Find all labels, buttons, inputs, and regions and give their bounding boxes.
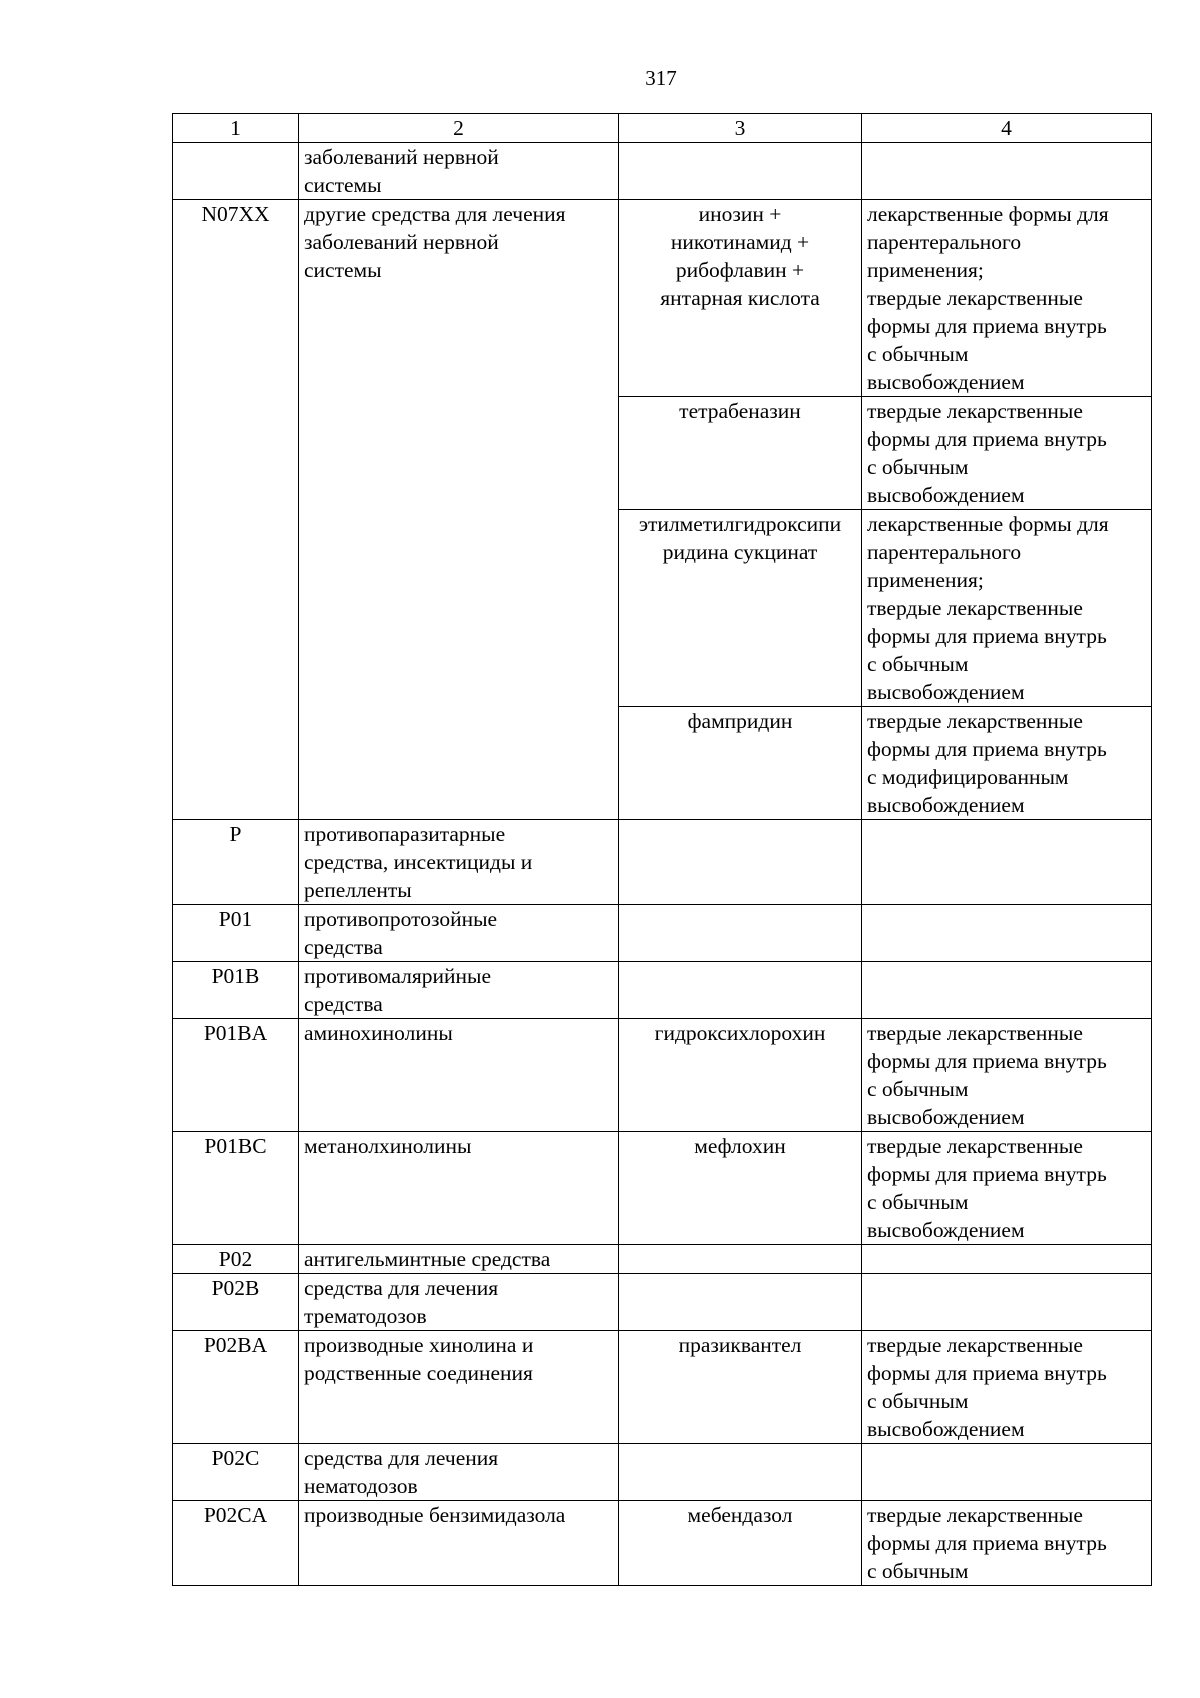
drug-name-cell (619, 1245, 862, 1274)
group-name-cell: средства для лечения трематодозов (299, 1274, 619, 1331)
atc-code-cell: N07XX (173, 200, 299, 820)
atc-code-cell: P02BA (173, 1331, 299, 1444)
table-row (173, 1132, 1152, 1245)
atc-code-cell: P01 (173, 905, 299, 962)
atc-code-cell: P02C (173, 1444, 299, 1501)
drug-name-cell: инозин + никотинамид + рибофлавин + янтарная кислота (619, 200, 862, 397)
table-row (173, 1245, 1152, 1274)
atc-code-cell: P02 (173, 1245, 299, 1274)
group-name-cell: другие средства для лечения заболеваний нервной системы (299, 200, 619, 820)
table-row (173, 1019, 1152, 1132)
atc-code-cell: P (173, 820, 299, 905)
drug-name-cell (619, 143, 862, 200)
table-header-row (173, 114, 1152, 143)
drug-name-cell: тетрабеназин (619, 397, 862, 510)
dosage-form-cell (862, 143, 1152, 200)
drug-name-cell: этилметилгидроксипи ридина сукцинат (619, 510, 862, 707)
dosage-form-cell: лекарственные формы для парентерального применения; твердые лекарственные формы для приема внутрь с обычным высвобождением (862, 510, 1152, 707)
group-name-cell: метанолхинолины (299, 1132, 619, 1245)
drug-name-cell: гидроксихлорохин (619, 1019, 862, 1132)
drug-name-cell (619, 1444, 862, 1501)
page-number: 317 (645, 66, 677, 90)
drug-name-cell: фампридин (619, 707, 862, 820)
header-cell: 3 (619, 114, 862, 143)
drug-name-cell (619, 905, 862, 962)
group-name-cell: заболеваний нервной системы (299, 143, 619, 200)
header-cell: 2 (299, 114, 619, 143)
dosage-form-cell (862, 1245, 1152, 1274)
dosage-form-cell: твердые лекарственные формы для приема внутрь с обычным (862, 1501, 1152, 1586)
drug-table (172, 113, 1152, 1586)
group-name-cell: антигельминтные средства (299, 1245, 619, 1274)
group-name-cell: противомалярийные средства (299, 962, 619, 1019)
header-cell: 1 (173, 114, 299, 143)
dosage-form-cell: твердые лекарственные формы для приема внутрь с обычным высвобождением (862, 1331, 1152, 1444)
atc-code-cell: P02CA (173, 1501, 299, 1586)
group-name-cell: противопаразитарные средства, инсектициды и репелленты (299, 820, 619, 905)
table-row (173, 200, 1152, 397)
atc-code-cell: P02B (173, 1274, 299, 1331)
dosage-form-cell (862, 1274, 1152, 1331)
dosage-form-cell (862, 905, 1152, 962)
atc-code-cell: P01BA (173, 1019, 299, 1132)
table-row (173, 1274, 1152, 1331)
header-cell: 4 (862, 114, 1152, 143)
table-row (173, 1501, 1152, 1586)
group-name-cell: производные хинолина и родственные соединения (299, 1331, 619, 1444)
drug-name-cell (619, 962, 862, 1019)
atc-code-cell (173, 143, 299, 200)
drug-name-cell: мефлохин (619, 1132, 862, 1245)
group-name-cell: противопротозойные средства (299, 905, 619, 962)
table-row (173, 1444, 1152, 1501)
table-row (173, 1331, 1152, 1444)
table-row (173, 143, 1152, 200)
dosage-form-cell: твердые лекарственные формы для приема внутрь с обычным высвобождением (862, 1019, 1152, 1132)
dosage-form-cell: твердые лекарственные формы для приема внутрь с обычным высвобождением (862, 1132, 1152, 1245)
group-name-cell: аминохинолины (299, 1019, 619, 1132)
atc-code-cell: P01B (173, 962, 299, 1019)
dosage-form-cell (862, 1444, 1152, 1501)
group-name-cell: средства для лечения нематодозов (299, 1444, 619, 1501)
table-row (173, 820, 1152, 905)
drug-name-cell (619, 820, 862, 905)
group-name-cell: производные бензимидазола (299, 1501, 619, 1586)
dosage-form-cell (862, 820, 1152, 905)
dosage-form-cell: твердые лекарственные формы для приема внутрь с обычным высвобождением (862, 397, 1152, 510)
atc-code-cell: P01BC (173, 1132, 299, 1245)
table-row (173, 905, 1152, 962)
dosage-form-cell: лекарственные формы для парентерального применения; твердые лекарственные формы для приема внутрь с обычным высвобождением (862, 200, 1152, 397)
drug-name-cell (619, 1274, 862, 1331)
table-row (173, 962, 1152, 1019)
drug-name-cell: празиквантел (619, 1331, 862, 1444)
drug-name-cell: мебендазол (619, 1501, 862, 1586)
dosage-form-cell (862, 962, 1152, 1019)
dosage-form-cell: твердые лекарственные формы для приема внутрь с модифицированным высвобождением (862, 707, 1152, 820)
